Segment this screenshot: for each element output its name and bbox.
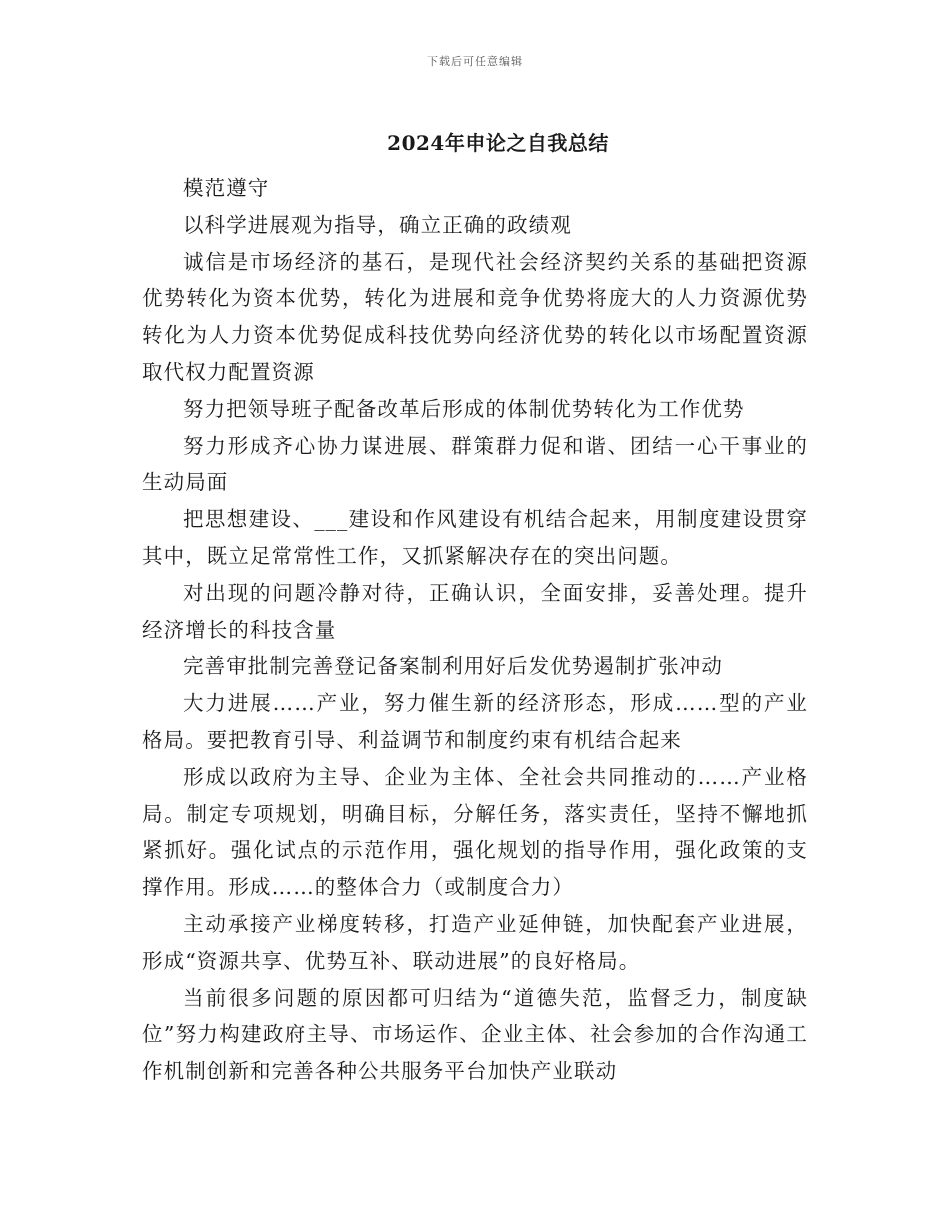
- paragraph: 努力形成齐心协力谋进展、群策群力促和谐、团结一心干事业的生动局面: [142, 433, 808, 495]
- paragraph: 努力把领导班子配备改革后形成的体制优势转化为工作优势: [183, 396, 745, 421]
- paragraph: 以科学进展观为指导，确立正确的政绩观: [183, 212, 572, 237]
- paragraph: 完善审批制完善登记备案制利用好后发优势遏制扩张冲动: [183, 654, 723, 679]
- paragraph: 把思想建设、___建设和作风建设有机结合起来，用制度建设贯穿其中，既立足常常性工作，又抓紧解决存在的突出问题。: [142, 507, 808, 568]
- paragraph: 对出现的问题冷静对待，正确认识，全面安排，妥善处理。提升经济增长的科技含量: [142, 580, 808, 642]
- paragraph: 大力进展……产业，努力催生新的经济形态，形成……型的产业格局。要把教育引导、利益调节和制度约束有机结合起来: [142, 691, 808, 752]
- document-body: [142, 170, 808, 1090]
- paragraph: 诚信是市场经济的基石，是现代社会经济契约关系的基础把资源优势转化为资本优势，转化为进展和竞争优势将庞大的人力资源优势转化为人力资本优势促成科技优势向经济优势的转化以市场配置资源取代权力配置资源: [142, 249, 808, 384]
- header-note: 下载后可任意编辑: [427, 55, 523, 68]
- paragraph: 模范遵守: [183, 176, 270, 200]
- paragraph: 主动承接产业梯度转移，打造产业延伸链，加快配套产业进展，形成“资源共享、优势互补、联动进展”的良好格局。: [142, 911, 808, 973]
- paragraph: 当前很多问题的原因都可归结为“道德失范，监督乏力，制度缺位”努力构建政府主导、市场运作、企业主体、社会参加的合作沟通工作机制创新和完善各种公共服务平台加快产业联动: [142, 985, 808, 1084]
- document-title: 2024年申论之自我总结: [387, 131, 609, 155]
- paragraph: 形成以政府为主导、企业为主体、全社会共同推动的……产业格局。制定专项规划，明确目标，分解任务，落实责任，坚持不懈地抓紧抓好。强化试点的示范作用，强化规划的指导作用，强化政策的支撑作用。形成……的整体合力（或制度合力）: [142, 764, 808, 900]
